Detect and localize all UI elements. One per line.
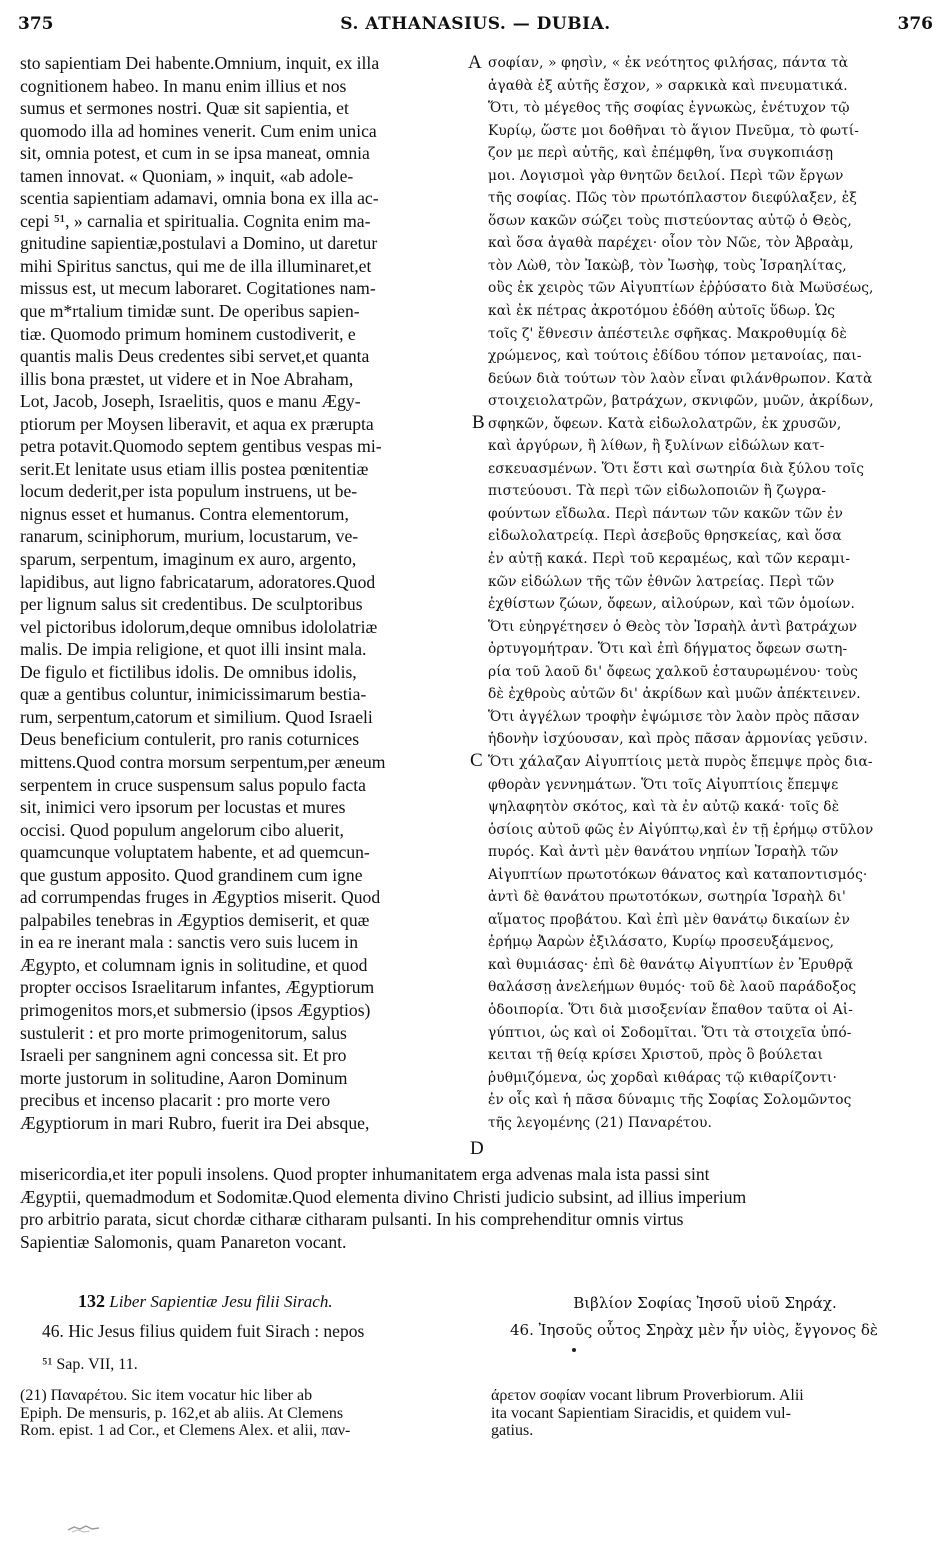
greek-text-line: φθορὰν γεννημάτων. Ὅτι τοῖς Αἰγυπτίοις ἔπεμψε — [488, 776, 839, 793]
latin-text-line: mihi Spiritus sanctus, qui me de illa illuminaret,et — [20, 255, 372, 276]
latin-text-line: sit, omnia potest, et cum in se ipsa maneat, omnia — [20, 143, 370, 164]
latin-text-line: sumus et sermones nostri. Quæ sit sapientia, et — [20, 98, 349, 119]
latin-column — [20, 52, 464, 1134]
greek-text-line: οὓς ἐκ χειρὸς τῶν Αἰγυπτίων ἐῤῥύσατο διὰ Μωϋσέως, — [488, 280, 874, 297]
greek-text-line: πιστεύουσι. Τὰ περὶ τῶν εἰδωλοποιῶν ἢ ζωγρα- — [488, 483, 827, 500]
running-title: S. ATHANASIUS. — DUBIA. — [340, 14, 611, 34]
greek-text-line: τῆς λεγομένης (21) Παναρέτου. — [488, 1114, 712, 1131]
section-title-greek: Βιβλίον Σοφίας Ἰησοῦ υἱοῦ Σηράχ. — [573, 1294, 837, 1312]
latin-text-line: Ægypto, et columnam ignis in solitudine, et quod — [20, 954, 368, 975]
greek-text-line: σοφίαν, » φησὶν, « ἐκ νεότητος φιλήσας, πάντα τὰ — [488, 55, 849, 71]
greek-text-line: γύπτιοι, ὡς καὶ οἱ Σοδομῖται. Ὅτι τὰ στοιχεῖα ὑπό- — [488, 1024, 852, 1041]
greek-text-line: Ὅτι, τὸ μέγεθος τῆς σοφίας ἐγνωκὼς, ἐνέτυχον τῷ — [488, 100, 850, 117]
latin-text-line: Israeli per sangninem agni concessa sit. Et pro — [20, 1045, 347, 1066]
greek-text-line: Ὅτι ἀγγέλων τροφὴν ἐψώμισε τὸν λαὸν πρὸς πᾶσαν — [488, 708, 860, 725]
greek-text-line: ἐν αὐτῇ κακά. Περὶ τοῦ κεραμέως, καὶ τῶν κεραμι- — [488, 551, 851, 568]
greek-text-line: Κυρίῳ, ὥστε μοι δοθῆναι τὸ ἅγιον Πνεῦμα, τὸ φωτί- — [488, 122, 860, 139]
full-width-text-line: Ægyptii, quemadmodum et Sodomitæ.Quod elementa divino Christi judicio subsint, ad illius imperium — [20, 1186, 747, 1207]
greek-text-line: φούντων εἴδωλα. Περὶ πάντων τῶν κακῶν τῶν ἐν — [488, 505, 843, 522]
greek-text-line: καὶ ἐκ πέτρας ἀκροτόμου ἐδόθη αὐτοῖς ὕδωρ. Ὡς — [488, 303, 836, 320]
note-line: Rom. epist. 1 ad Cor., et Clemens Alex. et alii, παν- — [20, 1422, 351, 1439]
greek-text-line: τοῖς ζ' ἔθνεσιν ἀπέστειλε σφῆκας. Μακροθυμίᾳ δὲ — [488, 325, 847, 342]
latin-text-line: occisi. Quod populum angelorum cibo aluerit, — [20, 819, 344, 840]
latin-text-line: cognitionem habeo. In manu enim illius et nos — [20, 75, 347, 96]
greek-column — [488, 52, 936, 1134]
latin-text-line: ptiorum per Moysen liberavit, et aqua ex prærupta — [20, 413, 374, 434]
latin-text-line: sustulerit : et pro morte primogenitorum, salus — [20, 1022, 347, 1043]
greek-text-line: ἐρήμῳ Ἀαρὼν ἐξιλάσατο, Κυρίῳ προσευξάμενος, — [488, 934, 835, 951]
latin-text-line: Ægyptiorum in mari Rubro, fuerit ira Dei absque, — [20, 1112, 370, 1133]
greek-text-line: ψηλαφητὸν σκότος, καὶ τὰ ἐν αὐτῷ κακά· τοῖς δὲ — [488, 799, 840, 816]
greek-text-line: ῥυθμιζόμενα, ὡς χορδαὶ κιθάρας τῷ κιθαρίζοντι· — [488, 1069, 837, 1086]
page-number-right: 376 — [897, 14, 933, 34]
latin-text-line: quantis malis Deus credentes sibi servet,et quanta — [20, 346, 370, 367]
notes-right-column — [491, 1387, 935, 1440]
latin-text-line: mittens.Quod contra morsum serpentum,per æneum — [20, 751, 386, 772]
note-line: ita vocant Sapientiam Siracidis, et quidem vul- — [491, 1404, 791, 1422]
greek-text-line: ζον με περὶ αὐτῆς, καὶ ἐπέμφθη, ἵνα συγκοπιάσῃ — [488, 145, 834, 162]
latin-text-line: in ea re inerant mala : sanctis vero suis lucem in — [20, 932, 359, 953]
full-width-text-line: Sapientiæ Salomonis, quam Panareton vocant. — [20, 1231, 347, 1252]
latin-text-line: nignus esset et humanus. Contra elementorum, — [20, 503, 349, 524]
ink-dot — [572, 1348, 576, 1352]
greek-text-line: χρώμενος, καὶ τούτοις ἐδίδου τόπον μετανοίας, παι- — [488, 348, 862, 365]
greek-text-line: ἀντὶ δὲ θανάτου πρωτοτόκων, σωτηρία Ἰσραὴλ δι' — [488, 889, 846, 906]
greek-text-line: δὲ ἐχθροὺς αὐτῶν δι' ἀκρίδων καὶ μυῶν ἀπέκτεινεν. — [488, 686, 861, 703]
latin-text-line: precibus et incenso placarit : pro morte vero — [20, 1090, 331, 1111]
greek-text-line: στοιχειολατρῶν, βατράχων, σκνιφῶν, μυῶν, ἀκρίδων, — [488, 393, 874, 410]
latin-text-line: tiæ. Quomodo primum hominem custodiverit, e — [20, 323, 356, 344]
greek-text-line: θαλάσσῃ ἀνελεήμων θυμός· τοῦ δὲ λαοῦ παράδοξος — [488, 979, 857, 996]
latin-text-line: primogenitos mors,et submersio (ipsos Ægyptios) — [20, 999, 371, 1020]
latin-text-line: propter occisos Israelitarum infantes, Ægyptiorum — [20, 977, 375, 998]
verse-46-latin: 46. Hic Jesus filius quidem fuit Sirach : nepos — [42, 1321, 365, 1341]
greek-text-line: ὀρτυγομήτραν. Ὅτι καὶ ἐπὶ δήγματος ὄφεων σωτη- — [488, 641, 848, 658]
greek-text-line: κειται τῇ θείᾳ κρίσει Χριστοῦ, πρὸς ὃ βούλεται — [488, 1047, 823, 1064]
latin-text-line: malis. De impia religione, et quot illi insint mala. — [20, 639, 367, 660]
latin-text-line: sto sapientiam Dei habente.Omnium, inquit, ex illa — [20, 53, 380, 73]
latin-text-line: Lot, Jacob, Joseph, Israelitis, quos e manu Ægy- — [20, 391, 361, 412]
greek-text-line: ἐχθίστων ζώων, ὄφεων, αἰλούρων, καὶ τῶν ὁμοίων. — [488, 596, 856, 613]
latin-text-line: Deus beneficium contulerit, pro ranis coturnices — [20, 729, 360, 750]
page-number-left: 375 — [18, 14, 54, 34]
latin-text-line: locum dederit,per ista populum instruens, ut be- — [20, 481, 358, 502]
note-line: Epiph. De mensuris, p. 162,et ab aliis. At Clemens — [20, 1404, 344, 1422]
latin-text-line: tamen innovat. « Quoniam, » inquit, «ab adole- — [20, 165, 354, 186]
greek-text-line: Ὅτι εὐηργέτησεν ὁ Θεὸς τὸν Ἰσραὴλ ἀντὶ βατράχων — [488, 618, 858, 635]
latin-text-line: morte justorum in solitudine, Aaron Dominum — [20, 1067, 348, 1088]
greek-text-line: εἰδωλολατρείᾳ. Περὶ ἀσεβοῦς θρησκείας, καὶ ὅσα — [488, 528, 842, 545]
greek-text-line: Αἰγυπτίων πρωτοτόκων θάνατος καὶ καταποντισμός· — [488, 866, 868, 883]
full-width-text-line: pro arbitrio parata, sicut chordæ citharæ citharam pulsanti. In his comprehenditur omnis virtus — [20, 1209, 684, 1230]
greek-text-line: ἐν οἷς καὶ ἡ πᾶσα δύναμις τῆς Σοφίας Σολομῶντος — [488, 1092, 852, 1109]
greek-text-line: ρία τοῦ λαοῦ δι' ὄφεως χαλκοῦ ἐσταυρωμένου· τοὺς — [488, 663, 858, 680]
full-width-text — [20, 1163, 936, 1253]
latin-text-line: ad corrumpendas fruges in Ægyptios miserit. Quod — [20, 887, 381, 908]
latin-text-line: lapidibus, aut ligno fabricatarum, adoratores.Quod — [20, 571, 376, 592]
latin-text-line: serpentem in cruce suspensum salus populo facta — [20, 774, 366, 795]
latin-text-line: serit.Et lenitate usus etiam illis postea pœnitentiæ — [20, 458, 369, 479]
margin-letter-a: A — [468, 52, 482, 73]
section-title-latin: Liber Sapientiæ Jesu filii Sirach. — [109, 1292, 333, 1311]
note-line: άρετον σοφίαν vocant librum Proverbiorum. Alii — [491, 1387, 804, 1404]
note-line: gatius. — [491, 1422, 534, 1439]
greek-text-line: εσκευασμένων. Ὅτι ἔστι καὶ σωτηρία διὰ ξύλου τοῖς — [488, 460, 865, 477]
greek-text-line: Ὅτι χάλαζαν Αἰγυπτίοις μετὰ πυρὸς ἔπεμψε πρὸς δια- — [488, 753, 873, 770]
latin-text-line: missus est, ut mecum laboraret. Cogitationes nam- — [20, 278, 376, 299]
section-heading-greek — [0, 1294, 951, 1312]
latin-text-line: De figulo et fictilibus idolis. De omnibus idolis, — [20, 661, 357, 682]
latin-text-line: sit, inimici vero ipsorum per locustas et mures — [20, 797, 346, 818]
latin-text-line: quæ a gentibus coluntur, inimicissimarum bestia- — [20, 684, 367, 705]
greek-text-line: καὶ ὅσα ἀγαθὰ παρέχει· οἷον τὸν Νῶε, τὸν Ἀβραὰμ, — [488, 235, 854, 252]
margin-letter-c: C — [470, 750, 483, 771]
note-line: (21) Παναρέτου. Sic item vocatur hic liber ab — [20, 1387, 313, 1404]
greek-text-line: τὸν Λὼθ, τὸν Ἰακὼβ, τὸν Ἰωσὴφ, τοὺς Ἰσραηλίτας, — [488, 257, 847, 274]
greek-text-line: ὁσίοις αὐτοῦ φῶς ἐν Αἰγύπτῳ,καὶ ἐν τῇ ἐρήμῳ στῦλον — [488, 821, 874, 838]
greek-text-line: σφηκῶν, ὄφεων. Κατὰ εἰδωλολατρῶν, ἐκ χρυσῶν, — [488, 415, 842, 432]
greek-text-line: καὶ ἀργύρων, ἢ λίθων, ἢ ξυλίνων εἰδώλων κατ- — [488, 438, 825, 455]
greek-text-line: ἀγαθὰ ἐξ αὐτῆς ἔσχον, » σαρκικὰ καὶ πνευματικά. — [488, 77, 848, 94]
greek-text-line: τῆς σοφίας. Πῶς τὸν πρωτόπλαστον διεφύλαξεν, ἐξ — [488, 190, 857, 207]
latin-text-line: rum, serpentum,catorum et similium. Quod Israeli — [20, 706, 373, 727]
footnote-51: ⁵¹ Sap. VII, 11. — [42, 1356, 138, 1373]
latin-text-line: palpabiles tenebras in Ægyptios demiserit, et quæ — [20, 909, 370, 930]
latin-text-line: petra potavit.Quomodo septem gentibus vespas mi- — [20, 436, 382, 457]
greek-text-line: καὶ θυμιάσας· ἐπὶ δὲ θανάτῳ Αἰγυπτίων ἐν Ἐρυθρᾷ — [488, 956, 854, 973]
latin-text-line: que gustum apposito. Quod grandinem cum igne — [20, 864, 363, 885]
greek-text-line: ἡδονὴν ἰσχύουσαν, καὶ πρὸς πᾶσαν ἁρμονίας γεῦσιν. — [488, 731, 868, 748]
latin-text-line: scentia sapientiam adamavi, omnia bona ex illa ac- — [20, 188, 379, 209]
latin-text-line: ranarum, sciniphorum, murium, locustarum, ve- — [20, 526, 359, 547]
verse-46-greek: 46. Ἰησοῦς οὗτος Σηρὰχ μὲν ἦν υἱὸς, ἔγγονος δὲ — [510, 1321, 878, 1339]
margin-letter-d: D — [470, 1138, 484, 1159]
latin-text-line: quomodo illa ad homines venerit. Cum enim unica — [20, 120, 377, 141]
latin-text-line: quamcunque voluptatem habente, et ad quemcun- — [20, 842, 370, 863]
greek-text-line: αἵματος προβάτου. Καὶ ἐπὶ μὲν θανάτῳ δικαίων ἐν — [488, 911, 850, 928]
latin-text-line: gnitudine sapientiæ,postulavi a Domino, ut daretur — [20, 233, 378, 254]
latin-text-line: per lignum salus sit credentibus. De sculptoribus — [20, 594, 363, 615]
greek-text-line: πυρός. Καὶ ἀντὶ μὲν θανάτου νηπίων Ἰσραὴλ τῶν — [488, 844, 839, 861]
latin-text-line: cepi ⁵¹, » carnalia et spiritualia. Cognita enim ma- — [20, 210, 371, 231]
section-number: 132 — [78, 1291, 105, 1311]
running-header — [0, 14, 951, 44]
full-width-text-line: misericordia,et iter populi insolens. Quod propter inhumanitatem erga advenas mala ista passi sint — [20, 1164, 710, 1184]
greek-text-line: ὅσων κακῶν σώζει τοὺς πιστεύοντας αὐτῷ ὁ Θεὸς, — [488, 212, 852, 229]
ink-smudge — [66, 1522, 102, 1534]
margin-letter-b: B — [472, 412, 485, 433]
latin-text-line: sparum, serpentum, imaginum ex auro, argento, — [20, 549, 357, 570]
greek-text-line: ὁδοιπορία. Ὅτι διὰ μισοξενίαν ἔπαθον ταῦτα οἱ Αἰ- — [488, 1001, 854, 1018]
latin-text-line: que m*rtalium timidæ sunt. De operibus sapien- — [20, 301, 360, 322]
greek-text-line: μοι. Λογισμοὶ γὰρ θνητῶν δειλοί. Περὶ τῶν ἔργων — [488, 167, 844, 184]
latin-text-line: illis bona præstet, ut videre et in Noe Abraham, — [20, 368, 354, 389]
greek-text-line: κῶν εἰδώλων τῆς τῶν ἐθνῶν λατρείας. Περὶ τῶν — [488, 573, 835, 590]
latin-text-line: vel pictoribus idolorum,deque omnibus idololatriæ — [20, 616, 378, 637]
greek-text-line: δεύων διὰ τούτων τὸν λαὸν εἶναι φιλάνθρωπον. Κατὰ — [488, 370, 873, 387]
notes-left-column — [20, 1387, 464, 1440]
